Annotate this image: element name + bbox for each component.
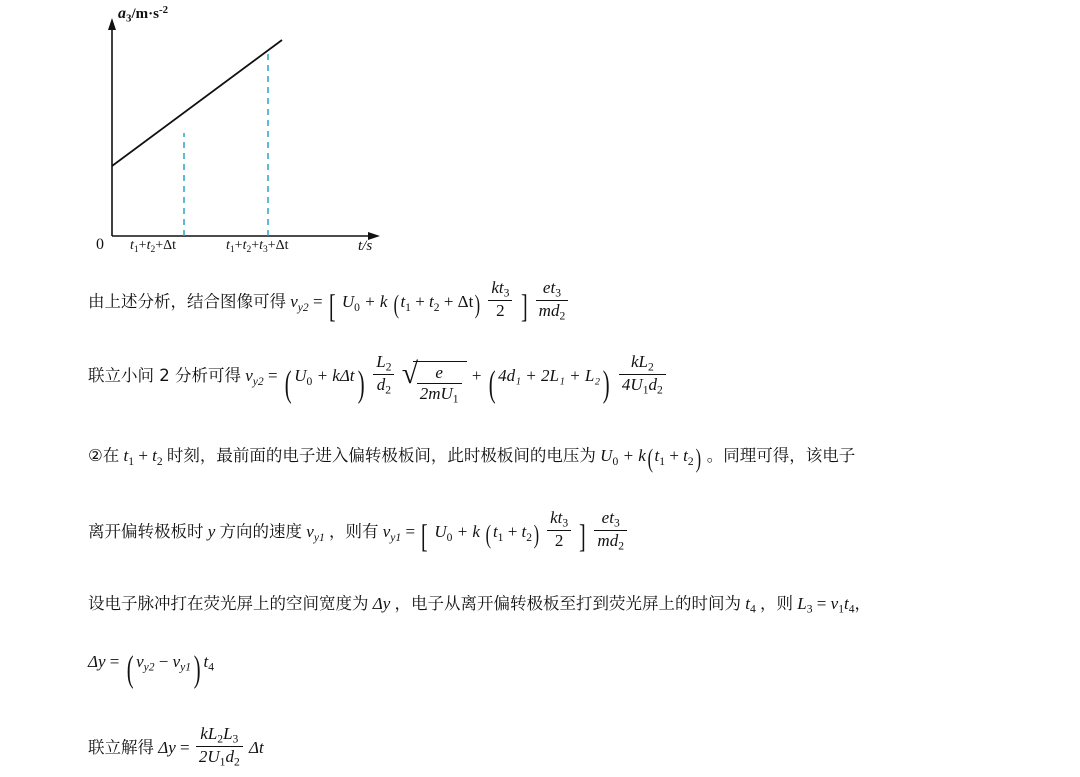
paragraph-1	[88, 278, 1018, 330]
p1-bracket-open: [	[328, 287, 336, 324]
p6-vy2: v	[136, 651, 144, 671]
tick2-t1: t	[226, 238, 230, 253]
p2-group-close: )	[603, 363, 610, 405]
p2-lead: 联立小问 2 分析可得	[88, 366, 241, 386]
x-axis-label-text: t/s	[358, 238, 373, 254]
p2-frac-kL2-4U1d2	[619, 352, 666, 397]
p7-frac-num	[196, 724, 243, 747]
tick1-plus: +	[138, 238, 147, 253]
p3-plus-k: + k	[622, 445, 646, 465]
p1-plus-k: + k	[364, 292, 388, 312]
y-axis-label-sub: 3	[126, 12, 132, 25]
p3-cplus: +	[669, 445, 679, 465]
paragraph-2	[88, 352, 1018, 412]
p5-t4b-sub: 4	[848, 602, 855, 616]
y-axis-arrow	[108, 18, 116, 30]
p5-t4b: t	[843, 593, 849, 613]
p2-frac1-num-text: L	[376, 352, 386, 372]
tick1-t1-sub: 1	[133, 245, 139, 256]
p3-plus: +	[138, 445, 148, 465]
p1-frac-kt3-2	[488, 278, 512, 321]
tick2-t1-sub: 1	[229, 245, 235, 256]
p6-vy1: v	[172, 651, 181, 671]
p4-ct2: t	[521, 522, 527, 542]
p4-frac1-num	[547, 508, 571, 531]
tick1-t1: t	[130, 238, 134, 253]
p3-ct1: t	[654, 445, 660, 465]
p5-t4-sub: 4	[750, 602, 756, 616]
p6-paren-close: )	[193, 648, 201, 690]
p2-frac3-num-text: kL	[630, 352, 648, 372]
p5-delta-y: Δy	[372, 593, 391, 613]
p4-frac1-num-text: kt	[550, 508, 563, 528]
p1-plus-dt: + Δt	[443, 292, 474, 312]
p2-group-open: (	[488, 363, 496, 405]
p4-frac1-num-sub: 3	[562, 516, 569, 530]
p5-v1: v	[830, 593, 839, 613]
p1-paren-open: (	[393, 289, 399, 319]
p4-U: U	[434, 522, 447, 542]
p3-t1: t	[123, 445, 129, 465]
tick2-plus2: +	[251, 238, 260, 253]
p1-t2: t	[429, 292, 434, 312]
p7-num-kL: kL	[200, 723, 218, 743]
p2-group: 4d₁ + 2L₁ + L₂	[498, 366, 601, 386]
p2-frac3-den-sub2: 2	[656, 383, 663, 397]
p2-plus-kdt: + kΔt	[316, 366, 355, 386]
p6-t4: t	[203, 651, 209, 671]
p2-U: U	[294, 366, 307, 386]
p1-frac1-num	[488, 278, 512, 301]
p1-frac2-den-sub: 2	[559, 309, 566, 323]
p4-v2-sub: y1	[390, 531, 402, 545]
p7-eq: =	[180, 737, 190, 757]
p5-L3-sub: 3	[806, 602, 813, 616]
p5-c: ，则	[760, 593, 794, 613]
p1-frac-et3-md2	[536, 278, 569, 323]
p5-comma: ，	[854, 593, 871, 613]
paragraph-3	[88, 439, 1018, 479]
tick2-tail: +Δt	[267, 238, 289, 253]
p3-d: 。同理可得，该电子	[706, 445, 856, 465]
paragraph-5	[88, 591, 1018, 618]
p1-frac1-num-sub: 3	[503, 286, 510, 300]
p7-num-kL-sub: 2	[217, 732, 224, 746]
p1-lead: 由上述分析，结合图像可得	[88, 292, 286, 312]
p7-den-2U-sub: 1	[219, 755, 226, 769]
p4-frac2-num-text: et	[601, 508, 614, 528]
p4-frac-kt3-2	[547, 508, 571, 551]
tick2-t2-sub: 2	[246, 245, 252, 256]
p2-frac-L2-d2	[373, 352, 394, 397]
p1-t2-sub: 2	[433, 300, 440, 314]
p6-t4-sub: 4	[208, 660, 215, 674]
p2-rad-den	[417, 384, 462, 406]
p7-delta-t: Δt	[248, 737, 264, 757]
p1-U: U	[341, 292, 355, 312]
paragraph-4	[88, 508, 1018, 560]
p1-frac2-den	[536, 301, 569, 323]
p7-den-d: d	[225, 746, 234, 766]
p4-ct2-sub: 2	[526, 531, 533, 545]
p3-t1-sub: 1	[128, 454, 135, 468]
p4-plus-k: + k	[456, 522, 480, 542]
paragraph-7	[88, 724, 1018, 769]
y-axis-label	[118, 4, 168, 24]
p6-eq: =	[109, 651, 120, 671]
p4-mid: 方向的速度	[219, 522, 303, 542]
p4-eq: =	[405, 522, 416, 542]
p4-bracket-close: ]	[579, 518, 587, 555]
p1-frac2-num-text: et	[542, 278, 556, 297]
y-axis-label-main: a	[118, 4, 126, 22]
tick2-t3: t	[259, 238, 264, 253]
p4-paren-open: (	[485, 520, 492, 550]
p2-rad-num-text: e	[435, 363, 443, 383]
p1-plus-a: +	[415, 292, 425, 312]
p6-delta-y: Δy	[88, 651, 106, 671]
p4-v: v	[306, 522, 314, 542]
p2-rad-num	[417, 363, 462, 384]
p5-eq: =	[816, 593, 827, 613]
p2-frac1-den-text: d	[376, 375, 386, 395]
p2-eq: =	[267, 366, 278, 386]
p4-v-sub: y1	[313, 531, 325, 545]
p1-eq: =	[312, 292, 323, 312]
p6-vy1-sub: y1	[180, 660, 192, 674]
p2-frac3-den-text: 4U	[621, 375, 643, 395]
p1-t1: t	[400, 292, 406, 312]
p5-v1-sub: 1	[838, 602, 844, 616]
p4-lead: 离开偏转极板时	[88, 522, 204, 542]
p2-sqrt-body	[413, 361, 467, 406]
p3-t2-sub: 2	[156, 454, 163, 468]
tick1-t2-sub: 2	[150, 245, 156, 256]
p2-frac1-num-sub: 2	[385, 360, 392, 374]
p4-ct1: t	[492, 522, 498, 542]
p7-den-d-sub: 2	[233, 755, 240, 769]
acceleration-time-figure	[90, 4, 490, 258]
p5-L3: L	[797, 593, 807, 613]
p2-paren-close: )	[357, 363, 365, 405]
y-axis-label-exponent: -2	[158, 4, 169, 16]
p3-b: 时刻，最前面的电子进入偏转极板间，此时极板间的电压为	[166, 445, 596, 465]
tick-label-1	[130, 238, 176, 255]
p1-v-sub: y2	[297, 300, 309, 314]
p3-paren-close: )	[695, 443, 701, 473]
p7-num-L: L	[223, 723, 233, 743]
p2-v: v	[245, 366, 253, 386]
p5-t4: t	[745, 593, 751, 613]
p1-frac2-num	[536, 278, 569, 301]
solution-text	[88, 278, 1018, 769]
p4-frac2-den-text: md	[597, 531, 619, 551]
p1-frac1-num-text: kt	[491, 278, 504, 297]
p5-a: 设电子脉冲打在荧光屏上的空间宽度为	[88, 593, 369, 613]
p4-frac-et3-md2	[594, 508, 627, 553]
p4-cplus: +	[507, 522, 518, 542]
p3-t2: t	[152, 445, 157, 465]
p1-U-sub: 0	[354, 300, 360, 314]
p3-U-sub: 0	[612, 454, 619, 468]
p1-paren-close: )	[474, 289, 481, 319]
p4-ct1-sub: 1	[497, 531, 504, 545]
p2-frac3-num-sub: 2	[647, 360, 654, 374]
tick1-t2: t	[146, 238, 151, 253]
p2-frac3-den2: d	[648, 375, 657, 395]
p2-rad-den-sub: 1	[452, 392, 459, 406]
tick1-tail: +Δt	[155, 238, 177, 253]
x-axis-label	[358, 238, 372, 255]
p2-plus2: +	[471, 366, 482, 386]
p7-frac-kL2L3-2U1d2	[196, 724, 243, 769]
y-axis-label-unit: /m·s	[131, 5, 159, 22]
p2-v-sub: y2	[252, 375, 264, 389]
p1-v: v	[290, 292, 298, 312]
p5-b: ，电子从离开偏转极板至打到荧光屏上的时间为	[394, 593, 742, 613]
data-line	[112, 40, 282, 166]
p4-bracket-open: [	[421, 518, 429, 555]
p2-U-sub: 0	[306, 375, 313, 389]
p4-v2: v	[382, 522, 391, 542]
p7-frac-den	[196, 747, 243, 769]
p2-paren-open: (	[284, 363, 292, 405]
p2-rad-den-text: 2mU	[419, 383, 453, 403]
p3-ct2: t	[683, 445, 688, 465]
p7-lead: 联立解得	[88, 737, 154, 757]
p2-frac1-num	[373, 352, 394, 375]
p1-bracket-close: ]	[520, 287, 528, 324]
p1-frac1-den: 2	[496, 300, 505, 320]
p3-paren-open: (	[647, 443, 653, 473]
p7-num-L-sub: 3	[232, 732, 239, 746]
p4-frac2-num-sub: 3	[613, 516, 620, 530]
origin-label: 0	[96, 236, 104, 253]
p2-frac3-den	[619, 375, 666, 397]
p6-minus: −	[158, 651, 169, 671]
tick-label-2	[226, 238, 289, 255]
sqrt-icon: √	[401, 357, 419, 391]
p2-frac3-den-sub1: 1	[642, 383, 649, 397]
p4-y: y	[207, 522, 216, 542]
tick2-plus1: +	[234, 238, 243, 253]
p1-frac2-den-text: md	[538, 300, 560, 320]
tick2-t2: t	[242, 238, 247, 253]
p2-frac-e-2mU1	[417, 363, 462, 406]
p2-sqrt	[401, 357, 467, 406]
p3-ct2-sub: 2	[687, 454, 694, 468]
p1-frac2-num-sub: 3	[555, 286, 561, 300]
p4-frac2-num	[594, 508, 627, 531]
p6-paren-open: (	[126, 648, 134, 690]
p2-frac1-den-sub: 2	[385, 383, 391, 397]
p7-delta-y: Δy	[158, 737, 176, 757]
p6-vy2-sub: y2	[143, 660, 155, 674]
p4-frac1-den: 2	[554, 531, 564, 551]
p3-ct1-sub: 1	[659, 454, 666, 468]
p4-U-sub: 0	[446, 531, 453, 545]
tick2-t3-sub: 3	[263, 245, 268, 256]
p2-frac3-num	[619, 352, 666, 375]
p3-a: ②在	[88, 445, 120, 465]
p7-den-2U: 2U	[198, 746, 220, 766]
p3-U: U	[600, 445, 613, 465]
paragraph-6	[88, 642, 1018, 698]
p2-frac1-den	[373, 375, 394, 397]
p4-comma: ，则有	[329, 522, 379, 542]
p4-frac2-den-sub: 2	[618, 539, 624, 553]
p4-paren-close: )	[533, 520, 540, 550]
p1-t1-sub: 1	[405, 300, 411, 314]
p4-frac2-den	[594, 531, 627, 553]
